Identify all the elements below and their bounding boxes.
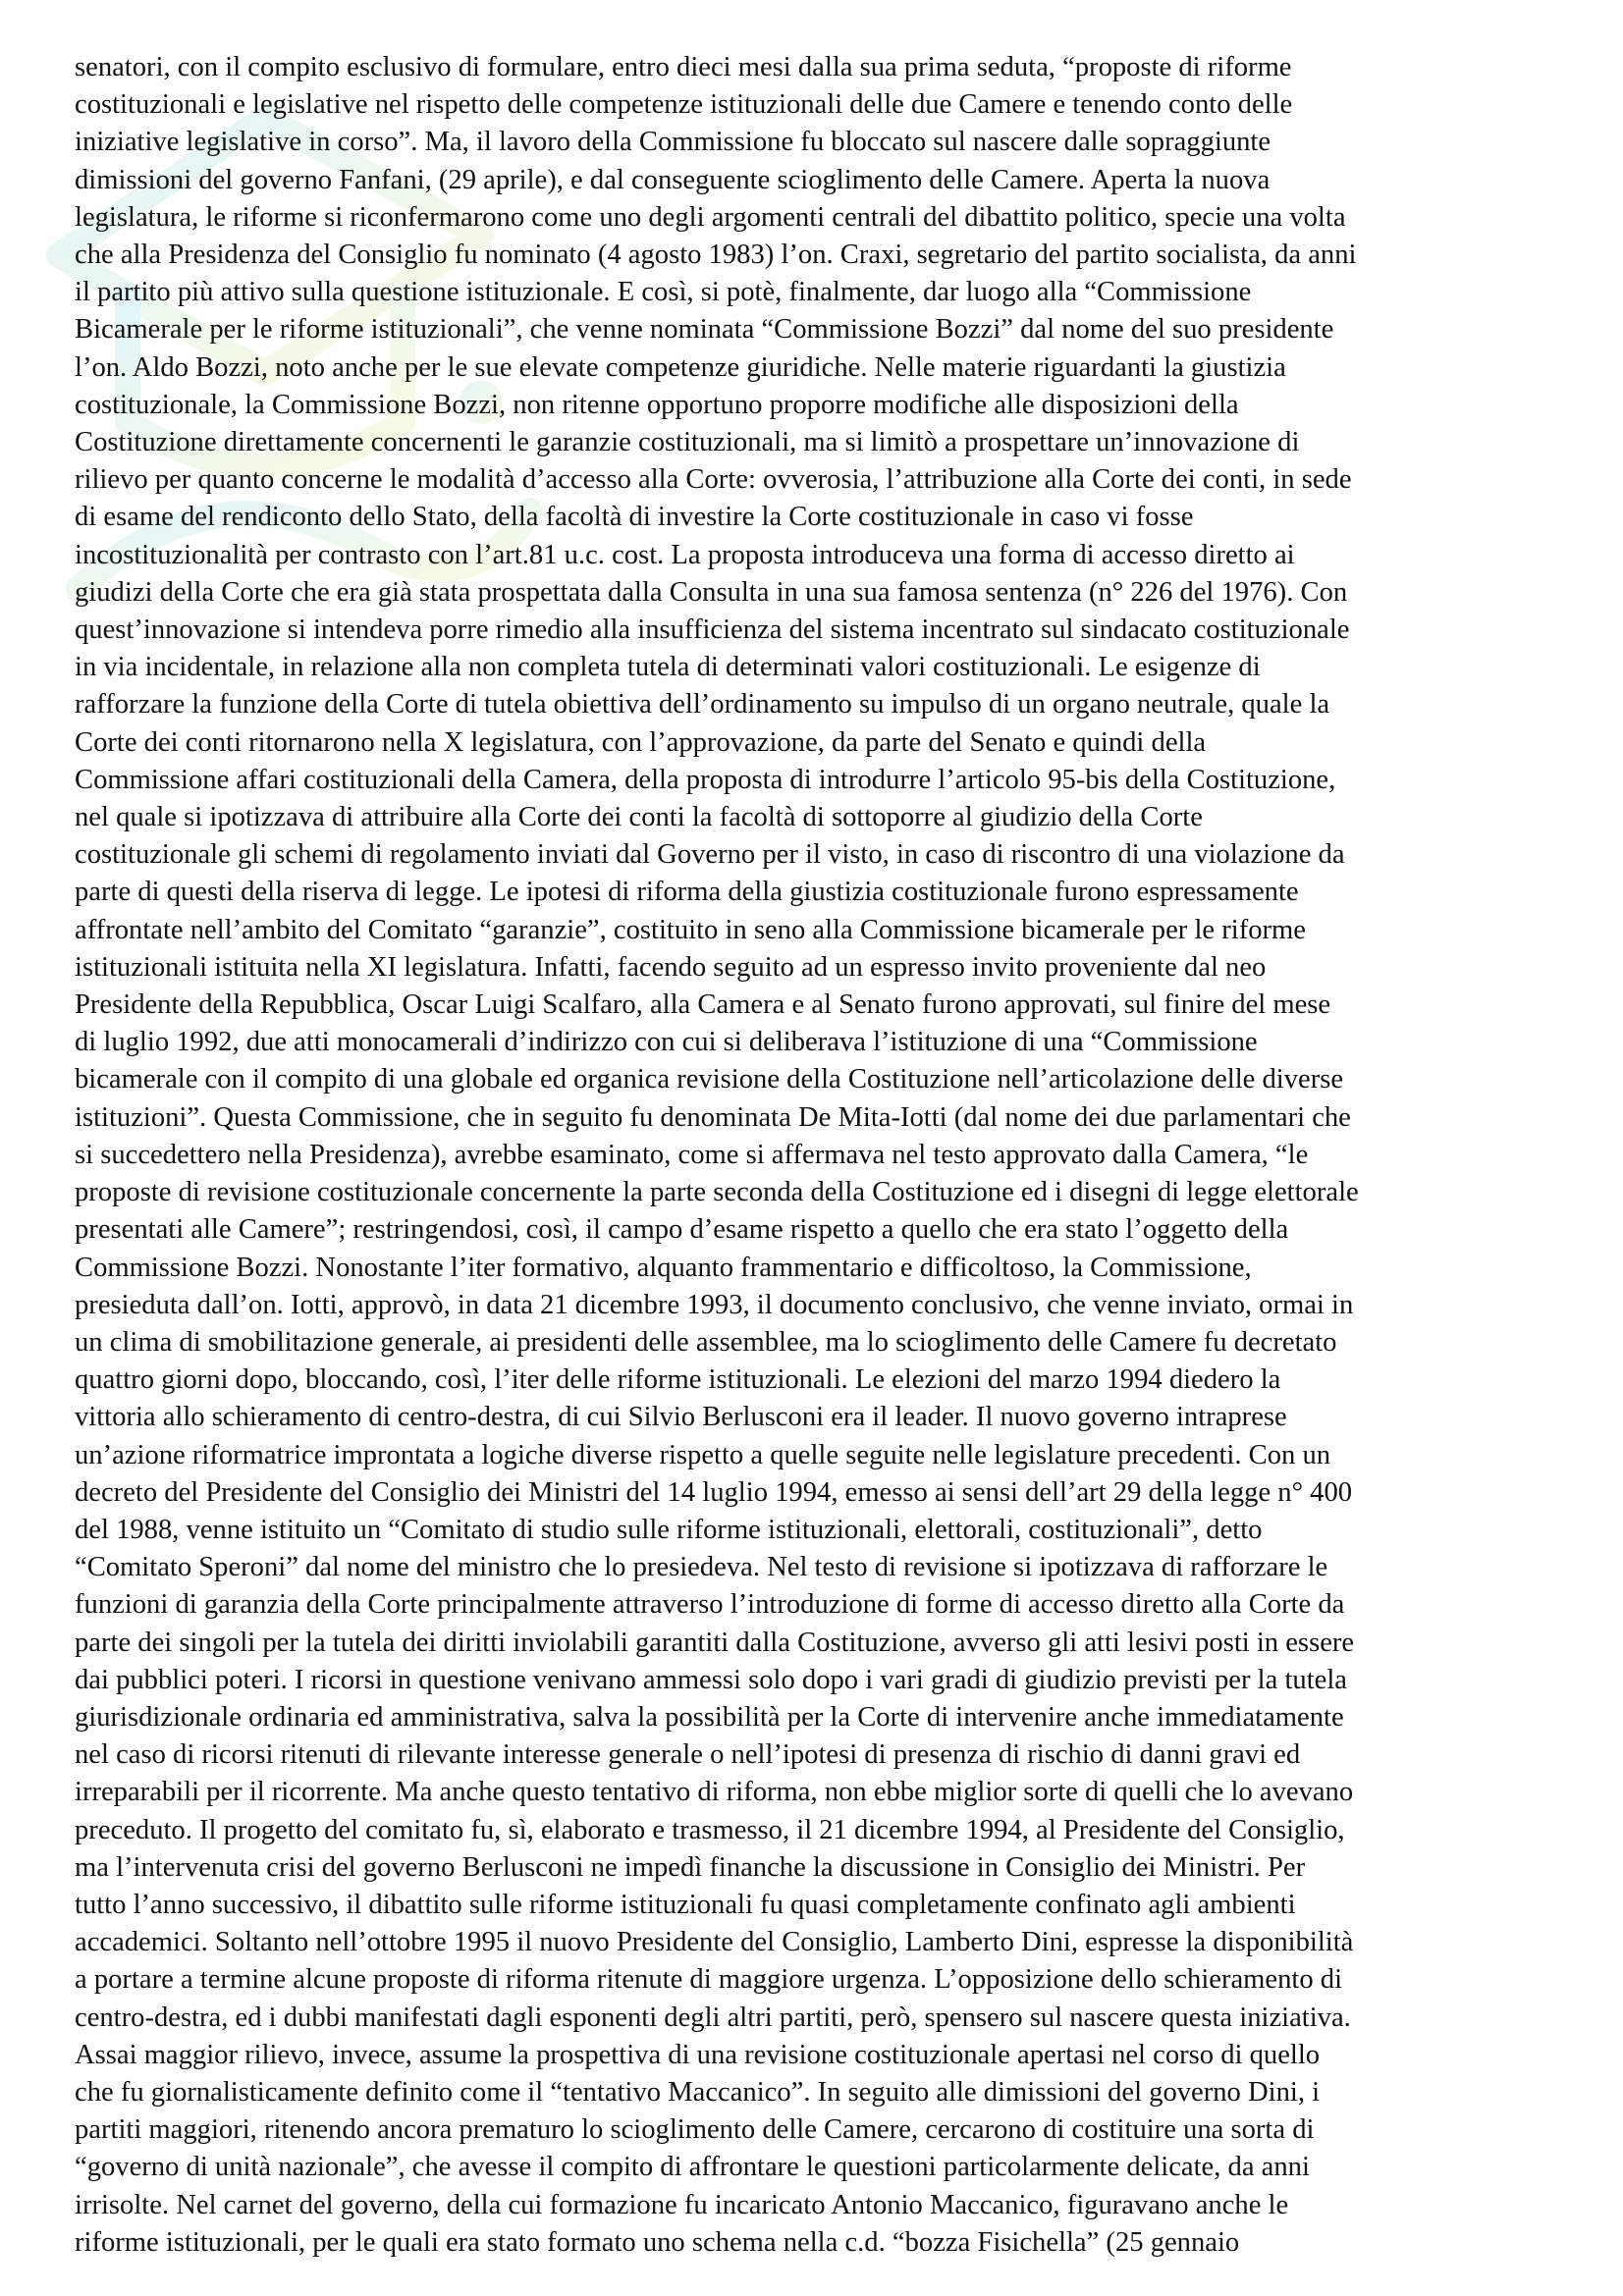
body-paragraph: senatori, con il compito esclusivo di formulare, entro dieci mesi dalla sua prima seduta, “proposte di riforme costituzionali e legislative nel rispetto delle competenze istituzionali delle due Camere e tenendo conto delle iniziative legislative in corso”. Ma, il lavoro della Commissione fu bloccato sul nascere dalle sopraggiunte dimissioni del governo Fanfani, (29 aprile), e dal conseguente scioglimento delle Camere. Aperta la nuova legislatura, le riforme si riconfermarono come uno degli argomenti centrali del dibattito politico, specie una volta che alla Presidenza del Consiglio fu nominato (4 agosto 1983) l’on. Craxi, segretario del partito socialista, da anni il partito più attivo sulla questione istituzionale. E così, si potè, finalmente, dar luogo alla “Commissione Bicamerale per le riforme istituzionali”, che venne nominata “Commissione Bozzi” dal nome del suo presidente l’on. Aldo Bozzi, noto anche per le sue elevate competenze giuridiche. Nelle materie riguardanti la giustizia costituzionale, la Commissione Bozzi, non ritenne opportuno proporre modifiche alle disposizioni della Costituzione direttamente concernenti le garanzie costituzionali, ma si limitò a prospettare un’innovazione di rilievo per quanto concerne le modalità d’accesso alla Corte: ovverosia, l’attribuzione alla Corte dei conti, in sede di esame del rendiconto dello Stato, della facoltà di investire la Corte costituzionale in caso vi fosse incostituzionalità per contrasto con l’art.81 u.c. cost. La proposta introduceva una forma di accesso diretto ai giudizi della Corte che era già stata prospettata dalla Consulta in una sua famosa sentenza (n° 226 del 1976). Con quest’innovazione si intendeva porre rimedio alla insufficienza del sistema incentrato sul sindacato costituzionale in via incidentale, in relazione alla non completa tutela di determinati valori costituzionali. Le esigenze di rafforzare la funzione della Corte di tutela obiettiva dell’ordinamento su impulso di un organo neutrale, quale la Corte dei conti ritornarono nella X legislatura, con l’approvazione, da parte del Senato e quindi della Commissione affari costituzionali della Camera, della proposta di introdurre l’articolo 95-bis della Costituzione, nel quale si ipotizzava di attribuire alla Corte dei conti la facoltà di sottoporre al giudizio della Corte costituzionale gli schemi di regolamento inviati dal Governo per il visto, in caso di riscontro di una violazione da parte di questi della riserva di legge. Le ipotesi di riforma della giustizia costituzionale furono espressamente affrontate nell’ambito del Comitato “garanzie”, costituito in seno alla Commissione bicamerale per le riforme istituzionali istituita nella XI legislatura. Infatti, facendo seguito ad un espresso invito proveniente dal neo Presidente della Repubblica, Oscar Luigi Scalfaro, alla Camera e al Senato furono approvati, sul finire del mese di luglio 1992, due atti monocamerali d’indirizzo con cui si deliberava l’istituzione di una “Commissione bicamerale con il compito di una globale ed organica revisione della Costituzione nell’articolazione delle diverse istituzioni”. Questa Commissione, che in seguito fu denominata De Mita-Iotti (dal nome dei due parlamentari che si succedettero nella Presidenza), avrebbe esaminato, come si affermava nel testo approvato dalla Camera, “le proposte di revisione costituzionale concernente la parte seconda della Costituzione ed i disegni di legge elettorale presentati alle Camere”; restringendosi, così, il campo d’esame rispetto a quello che era stato l’oggetto della Commissione Bozzi. Nonostante l’iter formativo, alquanto frammentario e difficoltoso, la Commissione, presieduta dall’on. Iotti, approvò, in data 21 dicembre 1993, il documento conclusivo, che venne inviato, ormai in un clima di smobilitazione generale, ai presidenti delle assemblee, ma lo scioglimento delle Camere fu decretato quattro giorni dopo, bloccando, così, l’iter delle riforme istituzionali. Le elezioni del marzo 1994 diedero la vittoria allo schieramento di centro-destra, di cui Silvio Berlusconi era il leader. Il nuovo governo intraprese un’azione riformatrice improntata a logiche diverse rispetto a quelle seguite nelle legislature precedenti. Con un decreto del Presidente del Consiglio dei Ministri del 14 luglio 1994, emesso ai sensi dell’art 29 della legge n° 400 del 1988, venne istituito un “Comitato di studio sulle riforme istituzionali, elettorali, costituzionali”, detto “Comitato Speroni” dal nome del ministro che lo presiedeva. Nel testo di revisione si ipotizzava di rafforzare le funzioni di garanzia della Corte principalmente attraverso l’introduzione di forme di accesso diretto alla Corte da parte dei singoli per la tutela dei diritti inviolabili garantiti dalla Costituzione, avverso gli atti lesivi posti in essere dai pubblici poteri. I ricorsi in questione venivano ammessi solo dopo i vari gradi di giudizio previsti per la tutela giurisdizionale ordinaria ed amministrativa, salva la possibilità per la Corte di intervenire anche immediatamente nel caso di ricorsi ritenuti di rilevante interesse generale o nell’ipotesi di presenza di rischio di danni gravi ed irreparabili per il ricorrente. Ma anche questo tentativo di riforma, non ebbe miglior sorte di quelli che lo avevano preceduto. Il progetto del comitato fu, sì, elaborato e trasmesso, il 21 dicembre 1994, al Presidente del Consiglio, ma l’intervenuta crisi del governo Berlusconi ne impedì finanche la discussione in Consiglio dei Ministri. Per tutto l’anno successivo, il dibattito sulle riforme istituzionali fu quasi completamente confinato agli ambienti accademici. Soltanto nell’ottobre 1995 il nuovo Presidente del Consiglio, Lamberto Dini, espresse la disponibilità a portare a termine alcune proposte di riforma ritenute di maggiore urgenza. L’opposizione dello schieramento di centro-destra, ed i dubbi manifestati dagli esponenti degli altri partiti, però, spensero sul nascere questa iniziativa. Assai maggior rilievo, invece, assume la prospettiva di una revisione costituzionale apertasi nel corso di quello che fu giornalisticamente definito come il “tentativo Maccanico”. In seguito alle dimissioni del governo Dini, i partiti maggiori, ritenendo ancora prematuro lo scioglimento delle Camere, cercarono di costituire una sorta di “governo di unità nazionale”, che avesse il compito di affrontare le questioni particolarmente delicate, da anni irrisolte. Nel carnet del governo, della cui formazione fu incaricato Antonio Maccanico, figuravano anche le riforme istituzionali, per le quali era stato formato uno schema nella c.d. “bozza Fisichella” (25 gennaio xyxy=(75,52,1359,2258)
